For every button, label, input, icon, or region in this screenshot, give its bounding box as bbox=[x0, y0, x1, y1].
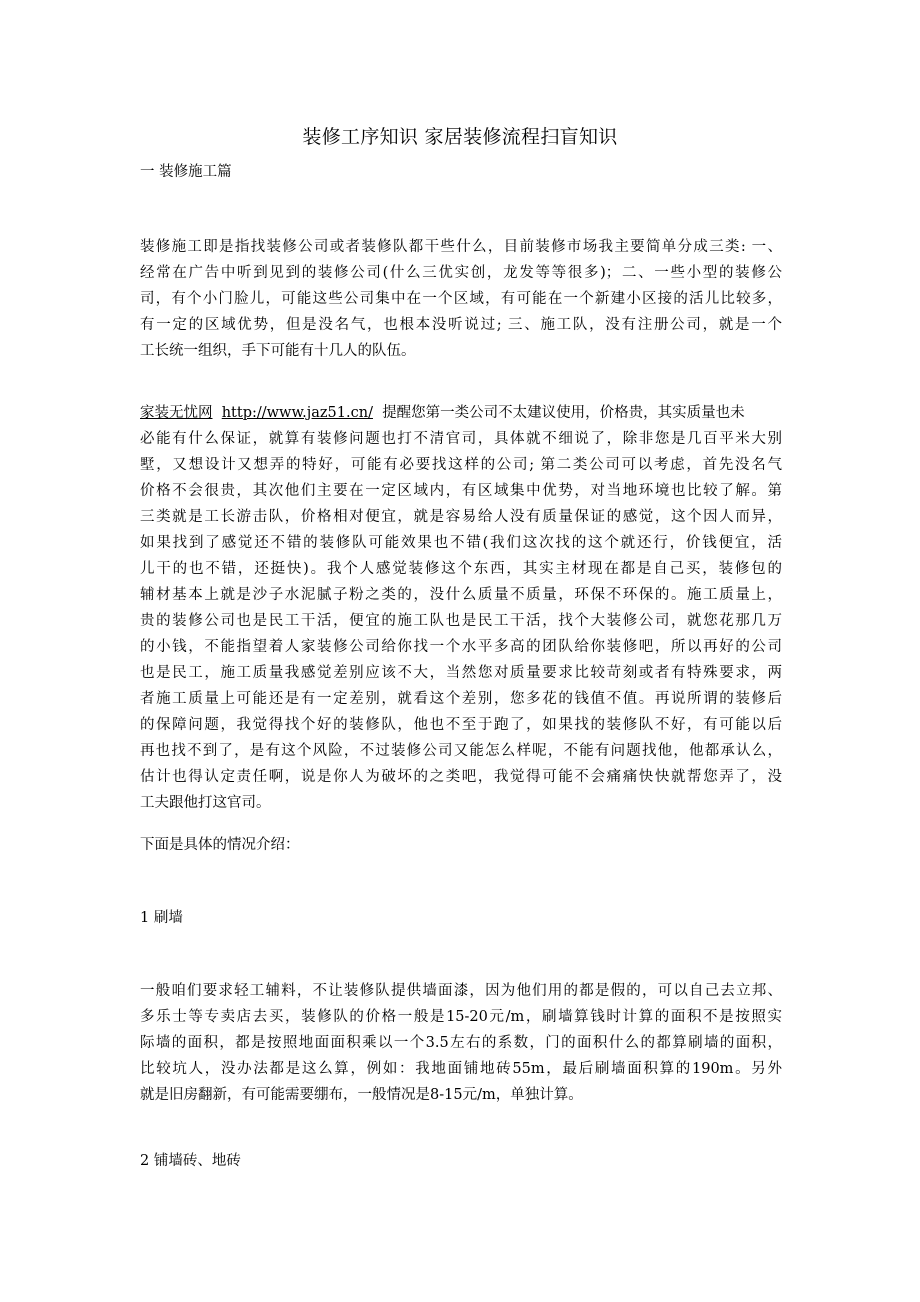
text-line-first bbox=[140, 400, 782, 426]
text-segment: 提醒您第一类公司不太建议使用，价格贵，其实质量也未 bbox=[382, 405, 745, 421]
site-url-link[interactable]: http://www.jaz51.cn/ bbox=[221, 405, 373, 421]
intro-heading: 下面是具体的情况介绍： bbox=[140, 837, 300, 853]
text-line: 经常在广告中听到见到的装修公司(什么三优实创，龙发等等很多)；二、一些小型的装修公 bbox=[140, 265, 782, 281]
section-heading-construction: 一 装修施工篇 bbox=[140, 164, 232, 180]
text-line: 的小钱，不能指望着人家装修公司给你找一个水平多高的团队给你装修吧，所以再好的公司 bbox=[140, 639, 782, 655]
text-line: 就是旧房翻新，有可能需要绷布，一般情况是8-15元/m，单独计算。 bbox=[140, 1087, 583, 1103]
text-line: 儿干的也不错，还挺快)。我个人感觉装修这个东西，其实主材现在都是自己买，装修包的 bbox=[140, 561, 782, 577]
text-line: 比较坑人，没办法都是这么算，例如：我地面铺地砖55m，最后刷墙面积算的190m。另外 bbox=[140, 1061, 782, 1077]
text-line: 装修施工即是指找装修公司或者装修队都干些什么，目前装修市场我主要简单分成三类: 一、 bbox=[140, 239, 782, 255]
text-line: 际墙的面积，都是按照地面面积乘以一个3.5左右的系数，门的面积什么的都算刷墙的面积， bbox=[140, 1035, 782, 1051]
paragraph-wall-painting bbox=[140, 978, 782, 1108]
text-line: 有一定的区域优势，但是没名气，也根本没听说过; 三、施工队，没有注册公司，就是一个 bbox=[140, 317, 782, 333]
text-line: 再也找不到了，是有这个风险，不过装修公司又能怎么样呢，不能有问题找他，他都承认么， bbox=[140, 743, 782, 759]
text-line: 必能有什么保证，就算有装修问题也打不清官司，具体就不细说了，除非您是几百平米大别 bbox=[140, 431, 782, 447]
text-line: 如果找到了感觉还不错的装修队可能效果也不错(我们这次找的这个就还行，价钱便宜，活 bbox=[140, 535, 782, 551]
text-line: 墅，又想设计又想弄的特好，可能有必要找这样的公司; 第二类公司可以考虑，首先没名气 bbox=[140, 457, 782, 473]
item-heading-wall-painting: 1 刷墙 bbox=[140, 910, 183, 926]
text-line: 工夫跟他打这官司。 bbox=[140, 795, 271, 811]
text-line: 辅材基本上就是沙子水泥腻子粉之类的，没什么质量不质量，环保不环保的。施工质量上， bbox=[140, 587, 782, 603]
text-line: 司，有个小门脸儿，可能这些公司集中在一个区域，有可能在一个新建小区接的活儿比较多， bbox=[140, 291, 782, 307]
text-line: 贵的装修公司也是民工干活，便宜的施工队也是民工干活，找个大装修公司，就您花那几万 bbox=[140, 613, 782, 629]
text-line: 的保障问题，我觉得找个好的装修队，他也不至于跑了，如果找的装修队不好，有可能以后 bbox=[140, 717, 782, 733]
text-line: 多乐士等专卖店去买，装修队的价格一般是15-20元/m，刷墙算钱时计算的面积不是按照实 bbox=[140, 1009, 782, 1025]
item-heading-tiling: 2 铺墙砖、地砖 bbox=[140, 1153, 241, 1169]
text-line: 也是民工，施工质量我感觉差别应该不大，当然您对质量要求比较苛刻或者有特殊要求，两 bbox=[140, 665, 782, 681]
text-line: 者施工质量上可能还是有一定差别，就看这个差别，您多花的钱值不值。再说所谓的装修后 bbox=[140, 691, 782, 707]
paragraph-company-types bbox=[140, 234, 782, 364]
text-line: 三类就是工长游击队，价格相对便宜，就是容易给人没有质量保证的感觉，这个因人而异， bbox=[140, 509, 782, 525]
text-line: 工长统一组织，手下可能有十几人的队伍。 bbox=[140, 343, 416, 359]
text-line: 一般咱们要求轻工辅料，不让装修队提供墙面漆，因为他们用的都是假的，可以自己去立邦、 bbox=[140, 983, 782, 999]
paragraph-advice bbox=[140, 400, 782, 816]
document-title: 装修工序知识 家居装修流程扫盲知识 bbox=[302, 126, 618, 148]
text-line: 价格不会很贵，其次他们主要在一定区域内，有区域集中优势，对当地环境也比较了解。第 bbox=[140, 483, 782, 499]
site-name-link[interactable]: 家装无忧网 bbox=[140, 405, 213, 421]
text-line: 估计也得认定责任啊，说是你人为破坏的之类吧，我觉得可能不会痛痛快快就帮您弄了，没 bbox=[140, 769, 782, 785]
